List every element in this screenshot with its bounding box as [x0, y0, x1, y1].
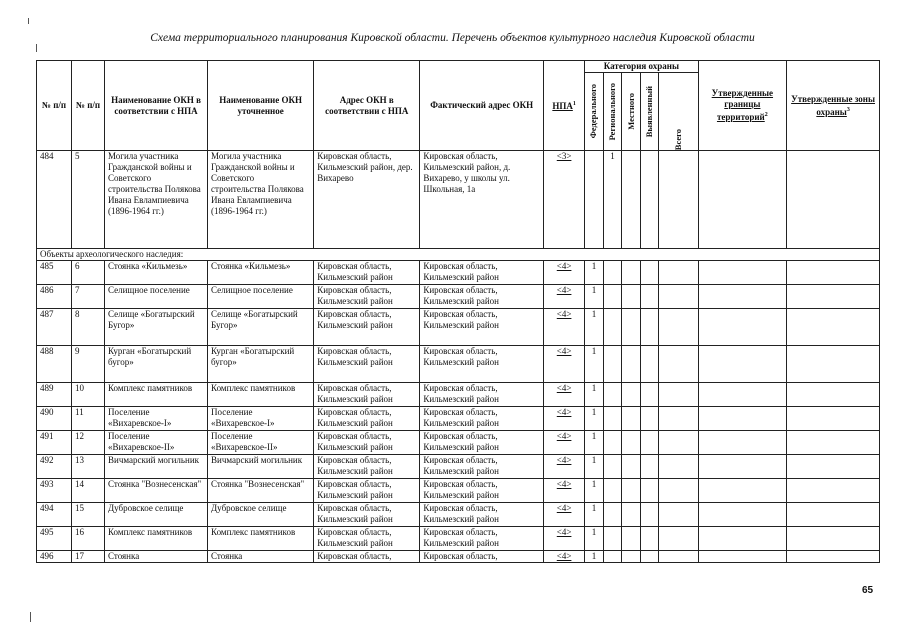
row-cat-identified — [640, 455, 659, 479]
row-cat-local — [622, 431, 641, 455]
header-boundaries: Утвержденные границы территорий$^2$ — [698, 61, 787, 151]
row-npa: <4> — [543, 455, 584, 479]
header-category-group: Категория охраны — [585, 61, 698, 73]
row-cat-total — [659, 261, 698, 285]
row-boundaries — [698, 527, 787, 551]
row-num2: 15 — [72, 503, 105, 527]
row-npa: <4> — [543, 309, 584, 346]
row-address-npa: Кировская область, — [314, 551, 420, 563]
row-cat-local — [622, 527, 641, 551]
row-address-actual: Кировская область, — [420, 551, 544, 563]
table-row — [37, 261, 880, 285]
row-name-npa: Поселение «Вихаревское-II» — [105, 431, 208, 455]
row-cat-regional — [603, 503, 622, 527]
row-num1: 485 — [37, 261, 72, 285]
table-row — [37, 151, 880, 249]
table-row — [37, 407, 880, 431]
row-num1: 493 — [37, 479, 72, 503]
page-title: Схема территориального планирования Кировской области. Перечень объектов культурного наследия Кировской области — [150, 32, 755, 44]
row-address-actual: Кировская область, Кильмезский район — [420, 383, 544, 407]
row-cat-identified — [640, 407, 659, 431]
row-cat-identified — [640, 479, 659, 503]
row-name-refined: Стоянка «Кильмезь» — [208, 261, 314, 285]
row-cat-federal: 1 — [585, 383, 604, 407]
row-num2: 10 — [72, 383, 105, 407]
row-boundaries — [698, 383, 787, 407]
row-cat-local — [622, 151, 641, 249]
row-cat-total — [659, 479, 698, 503]
row-cat-total — [659, 407, 698, 431]
row-zones — [787, 261, 880, 285]
row-cat-local — [622, 407, 641, 431]
row-cat-regional: 1 — [603, 151, 622, 249]
row-npa: <4> — [543, 479, 584, 503]
row-boundaries — [698, 431, 787, 455]
row-cat-total — [659, 309, 698, 346]
row-zones — [787, 431, 880, 455]
row-address-npa: Кировская область, Кильмезский район — [314, 479, 420, 503]
row-cat-local — [622, 261, 641, 285]
row-num1: 491 — [37, 431, 72, 455]
row-address-npa: Кировская область, Кильмезский район — [314, 431, 420, 455]
table-row — [37, 527, 880, 551]
row-name-refined: Поселение «Вихаревское-II» — [208, 431, 314, 455]
section-title: Объекты археологического наследия: — [37, 249, 880, 261]
row-cat-regional — [603, 479, 622, 503]
header-num1: № п/п — [37, 61, 72, 151]
row-zones — [787, 346, 880, 383]
row-cat-total — [659, 551, 698, 563]
row-name-npa: Комплекс памятников — [105, 383, 208, 407]
row-zones — [787, 383, 880, 407]
row-num1: 490 — [37, 407, 72, 431]
row-address-npa: Кировская область, Кильмезский район, дер. Вихарево — [314, 151, 420, 249]
heritage-table — [36, 60, 880, 563]
table-row — [37, 503, 880, 527]
row-address-actual: Кировская область, Кильмезский район — [420, 285, 544, 309]
row-name-refined: Курган «Богатырский бугор» — [208, 346, 314, 383]
row-name-npa: Стоянка — [105, 551, 208, 563]
row-address-actual: Кировская область, Кильмезский район — [420, 346, 544, 383]
row-zones — [787, 285, 880, 309]
row-cat-regional — [603, 346, 622, 383]
row-boundaries — [698, 479, 787, 503]
row-cat-total — [659, 151, 698, 249]
rows-body — [37, 261, 880, 563]
row-npa: <4> — [543, 527, 584, 551]
row-address-npa: Кировская область, Кильмезский район — [314, 527, 420, 551]
header-name-npa: Наименование ОКН в соответствии с НПА — [105, 61, 208, 151]
row-npa: <4> — [543, 503, 584, 527]
row-num1: 488 — [37, 346, 72, 383]
row-boundaries — [698, 503, 787, 527]
header-name-refined: Наименование ОКН уточненное — [208, 61, 314, 151]
row-num1: 492 — [37, 455, 72, 479]
row-cat-regional — [603, 551, 622, 563]
row-num1: 487 — [37, 309, 72, 346]
row-name-refined: Поселение «Вихаревское-I» — [208, 407, 314, 431]
row-boundaries — [698, 151, 787, 249]
row-address-actual: Кировская область, Кильмезский район — [420, 309, 544, 346]
row-cat-regional — [603, 455, 622, 479]
row-name-npa: Дубровское селище — [105, 503, 208, 527]
row-zones — [787, 527, 880, 551]
row-name-refined: Могила участника Гражданской войны и Советского строительства Полякова Ивана Евлампиевича (1896-1964 гг.) — [208, 151, 314, 249]
row-address-npa: Кировская область, Кильмезский район — [314, 285, 420, 309]
row-name-npa: Стоянка «Кильмезь» — [105, 261, 208, 285]
row-num1: 494 — [37, 503, 72, 527]
margin-mark — [30, 612, 31, 622]
row-cat-federal: 1 — [585, 261, 604, 285]
row-address-actual: Кировская область, Кильмезский район — [420, 261, 544, 285]
row-boundaries — [698, 346, 787, 383]
row-cat-identified — [640, 261, 659, 285]
row-cat-local — [622, 383, 641, 407]
row-cat-total — [659, 503, 698, 527]
row-cat-regional — [603, 431, 622, 455]
row-cat-identified — [640, 309, 659, 346]
row-num2: 8 — [72, 309, 105, 346]
row-zones — [787, 151, 880, 249]
row-cat-total — [659, 431, 698, 455]
row-npa: <4> — [543, 383, 584, 407]
row-boundaries — [698, 407, 787, 431]
header-zones: Утвержденные зоны охраны$^3$ — [787, 61, 880, 151]
header-npa: НПА$^1$ — [543, 61, 584, 151]
row-cat-federal: 1 — [585, 346, 604, 383]
row-cat-federal: 1 — [585, 407, 604, 431]
row-name-npa: Селищное поселение — [105, 285, 208, 309]
row-address-actual: Кировская область, Кильмезский район — [420, 479, 544, 503]
row-cat-total — [659, 383, 698, 407]
header-cat-regional: Регионального — [603, 73, 622, 151]
row-boundaries — [698, 551, 787, 563]
row-npa: <4> — [543, 407, 584, 431]
row-name-npa: Поселение «Вихаревское-I» — [105, 407, 208, 431]
row-name-refined: Стоянка "Вознесенская" — [208, 479, 314, 503]
row-boundaries — [698, 261, 787, 285]
table-row — [37, 431, 880, 455]
row-num1: 496 — [37, 551, 72, 563]
row-name-refined: Комплекс памятников — [208, 527, 314, 551]
row-cat-federal — [585, 151, 604, 249]
row-name-refined: Вичмарский могильник — [208, 455, 314, 479]
row-cat-identified — [640, 151, 659, 249]
row-cat-total — [659, 527, 698, 551]
row-num2: 5 — [72, 151, 105, 249]
row-address-npa: Кировская область, Кильмезский район — [314, 261, 420, 285]
row-cat-local — [622, 503, 641, 527]
row-cat-identified — [640, 285, 659, 309]
row-cat-regional — [603, 285, 622, 309]
row-num1: 486 — [37, 285, 72, 309]
row-name-npa: Селище «Богатырский Бугор» — [105, 309, 208, 346]
row-name-npa: Комплекс памятников — [105, 527, 208, 551]
table-row — [37, 285, 880, 309]
row-npa: <3> — [543, 151, 584, 249]
row-cat-total — [659, 455, 698, 479]
header-cat-total: Всего — [659, 73, 698, 151]
row-cat-local — [622, 309, 641, 346]
table-row — [37, 309, 880, 346]
row-num1: 495 — [37, 527, 72, 551]
row-boundaries — [698, 455, 787, 479]
row-cat-regional — [603, 383, 622, 407]
row-cat-identified — [640, 503, 659, 527]
row-cat-federal: 1 — [585, 527, 604, 551]
row-name-npa: Стоянка "Вознесенская" — [105, 479, 208, 503]
row-num2: 14 — [72, 479, 105, 503]
row-address-npa: Кировская область, Кильмезский район — [314, 407, 420, 431]
row-name-npa: Могила участника Гражданской войны и Советского строительства Полякова Ивана Евлампиевича (1896-1964 гг.) — [105, 151, 208, 249]
row-name-refined: Селище «Богатырский Бугор» — [208, 309, 314, 346]
header-address-actual: Фактический адрес ОКН — [420, 61, 544, 151]
row-cat-identified — [640, 431, 659, 455]
row-cat-federal: 1 — [585, 503, 604, 527]
row-name-npa: Вичмарский могильник — [105, 455, 208, 479]
row-num1: 489 — [37, 383, 72, 407]
row-address-actual: Кировская область, Кильмезский район — [420, 431, 544, 455]
row-cat-regional — [603, 309, 622, 346]
table-row — [37, 383, 880, 407]
row-cat-federal: 1 — [585, 285, 604, 309]
row-cat-identified — [640, 527, 659, 551]
row-num2: 6 — [72, 261, 105, 285]
table-row — [37, 551, 880, 563]
row-cat-identified — [640, 383, 659, 407]
row-cat-federal: 1 — [585, 431, 604, 455]
row-num2: 16 — [72, 527, 105, 551]
table-row — [37, 346, 880, 383]
row-cat-federal: 1 — [585, 551, 604, 563]
row-cat-local — [622, 346, 641, 383]
row-address-npa: Кировская область, Кильмезский район — [314, 346, 420, 383]
row-address-actual: Кировская область, Кильмезский район, д. Вихарево, у школы ул. Школьная, 1а — [420, 151, 544, 249]
row-name-refined: Селищное поселение — [208, 285, 314, 309]
row-address-actual: Кировская область, Кильмезский район — [420, 407, 544, 431]
row-num2: 9 — [72, 346, 105, 383]
row-cat-regional — [603, 527, 622, 551]
row-address-npa: Кировская область, Кильмезский район — [314, 309, 420, 346]
row-num2: 7 — [72, 285, 105, 309]
page-number: 65 — [862, 585, 874, 596]
row-num2: 13 — [72, 455, 105, 479]
row-name-refined: Стоянка — [208, 551, 314, 563]
row-npa: <4> — [543, 285, 584, 309]
row-num1: 484 — [37, 151, 72, 249]
row-zones — [787, 503, 880, 527]
row-npa: <4> — [543, 346, 584, 383]
row-cat-local — [622, 285, 641, 309]
row-boundaries — [698, 309, 787, 346]
row-num2: 12 — [72, 431, 105, 455]
row-cat-identified — [640, 346, 659, 383]
row-cat-federal: 1 — [585, 479, 604, 503]
row-zones — [787, 407, 880, 431]
margin-mark — [28, 18, 29, 24]
row-boundaries — [698, 285, 787, 309]
header-cat-local: Местного — [622, 73, 641, 151]
row-npa: <4> — [543, 431, 584, 455]
row-cat-identified — [640, 551, 659, 563]
row-address-actual: Кировская область, Кильмезский район — [420, 455, 544, 479]
row-cat-local — [622, 479, 641, 503]
row-zones — [787, 455, 880, 479]
header-cat-federal: Федерального — [585, 73, 604, 151]
row-name-refined: Дубровское селище — [208, 503, 314, 527]
header-cat-identified: Выявленный — [640, 73, 659, 151]
row-num2: 17 — [72, 551, 105, 563]
table-row — [37, 455, 880, 479]
row-address-actual: Кировская область, Кильмезский район — [420, 527, 544, 551]
row-cat-regional — [603, 407, 622, 431]
row-cat-federal: 1 — [585, 309, 604, 346]
row-cat-total — [659, 285, 698, 309]
row-cat-regional — [603, 261, 622, 285]
header-address-npa: Адрес ОКН в соответствии с НПА — [314, 61, 420, 151]
section-row — [37, 249, 880, 261]
row-cat-local — [622, 455, 641, 479]
row-name-refined: Комплекс памятников — [208, 383, 314, 407]
row-zones — [787, 309, 880, 346]
row-zones — [787, 551, 880, 563]
row-cat-federal: 1 — [585, 455, 604, 479]
row-address-npa: Кировская область, Кильмезский район — [314, 503, 420, 527]
row-npa: <4> — [543, 261, 584, 285]
row-num2: 11 — [72, 407, 105, 431]
row-cat-local — [622, 551, 641, 563]
header-num2: № п/п — [72, 61, 105, 151]
row-address-npa: Кировская область, Кильмезский район — [314, 383, 420, 407]
margin-mark — [36, 44, 37, 52]
table-row — [37, 479, 880, 503]
row-npa: <4> — [543, 551, 584, 563]
row-address-npa: Кировская область, Кильмезский район — [314, 455, 420, 479]
row-name-npa: Курган «Богатырский бугор» — [105, 346, 208, 383]
row-address-actual: Кировская область, Кильмезский район — [420, 503, 544, 527]
row-zones — [787, 479, 880, 503]
row-cat-total — [659, 346, 698, 383]
